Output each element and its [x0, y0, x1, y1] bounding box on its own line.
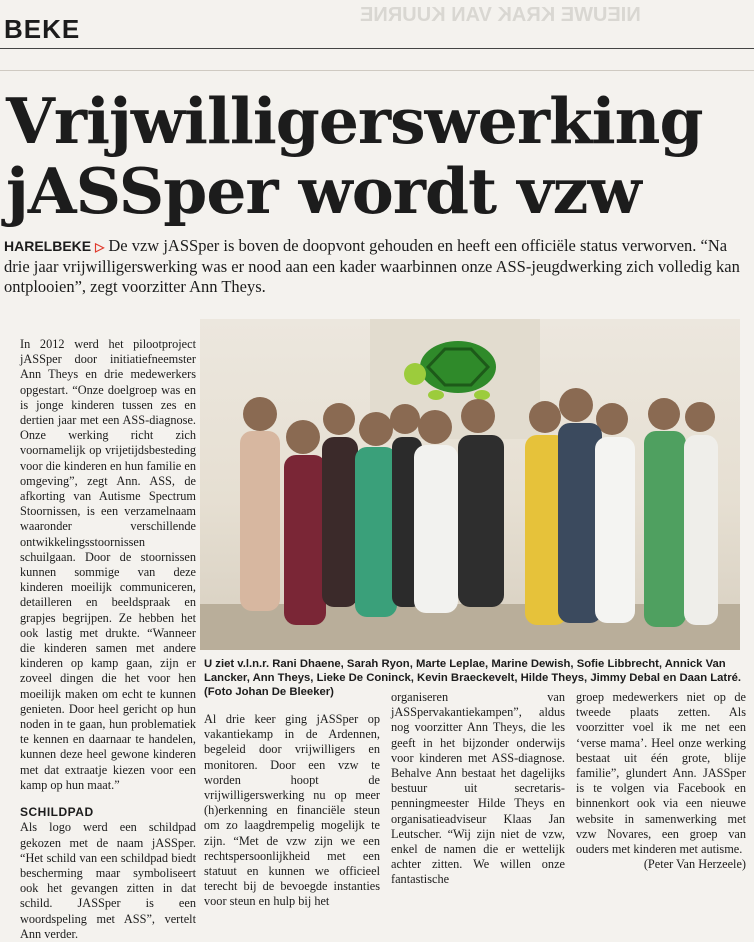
subheading: SCHILDPAD — [20, 805, 94, 820]
body-paragraph: In 2012 werd het pilootproject jASSper door initiatiefneemster Ann Theys en drie medewerkers opgestart. “Onze doelgroep was en is jonge kinderen tussen zes en dertien jaar met een ASS-diagnose. Onze werking richt zich voornamelijk op vrijetijdsbesteding voor die kinderen en hun familie en omgeving”, zegt Ann. ASS, de afkorting van Autisme Spectrum Stoornissen, is een verzamelnaam waaronder verschillende ontwikkelingsstoornissen schuilgaan. Door de stoornissen kunnen sommige van deze kinderen moeilijk communiceren, detailleren en beeldspraak en grapjes begrijpen. Ze hebben het ook lastig met drukte. “Wanneer die kinderen samen met andere kinderen op kamp gaan, zijn er zoveel dingen die het voor hen moeilijk maken om echt te kunnen genieten. Door heel gericht op hun noden in te gaan, hun problematiek te kennen en daarnaar te handelen, kunnen deze heel gewone kinderen met dat extraatje kiezen voor een kamp op hun maat.” — [20, 337, 196, 792]
headline-line-1: Vrijwilligerswerking — [6, 84, 703, 158]
group-people — [240, 388, 718, 627]
photo-caption: U ziet v.l.n.r. Rani Dhaene, Sarah Ryon, Marte Leplae, Marine Dewish, Sofie Libbrecht, Annick Van Lancker, Ann Theys, Lieke De Coninck, Kevin Braeckevelt, Hilde Theys, Jimmy Debal en Daan Latré. (Foto Johan De Bleeker) — [204, 658, 742, 698]
headline-line-2: jASSper wordt vzw — [6, 154, 641, 228]
body-paragraph: organiseren van jASSpervakantiekampen”, aldus nog voorzitter Ann Theys, die les geeft in het bijzonder onderwijs voor kinderen met ASS-diagnose. Behalve Ann bestaat het dagelijks bestuur uit secretaris-penningmeester Hilde Theys en organisatieadviseur Klaas Jan Leutscher. “Wij zijn niet de vzw, enkel de namen die er wettelijk achter zitten. We willen onze fantastische — [391, 690, 565, 887]
article-column-4 — [576, 690, 746, 872]
lead-text: De vzw jASSper is boven de doopvont gehouden en heeft een officiële status verworven. “Na drie jaar vrijwilligerswerking was er nood aan een kader waarbinnen onze ASS-jeugdwerking zich volledig kan ontplooien”, zegt voorzitter Ann Theys. — [4, 236, 740, 296]
divider — [0, 70, 754, 71]
group-photo — [200, 319, 740, 650]
article-column-1 — [20, 337, 196, 942]
headline — [6, 86, 751, 226]
article-column-2 — [204, 712, 380, 910]
body-paragraph: Als logo werd een schildpad gekozen met de naam jASSper. “Het schild van een schildpad biedt bescherming maar symboliseert ook het gevangen zitten in dat schild. JASSper is een woordspeling met ASS”, vertelt Ann verder. — [20, 820, 196, 941]
lead-paragraph — [4, 236, 744, 297]
body-paragraph: Al drie keer ging jASSper op vakantiekamp in de Ardennen, begeleid door vrijwilligers en monitoren. Door een vzw te worden hoopt de vrijwilligerswerking nu op meer (h)erkenning en financiële steun om zo laagdrempelig mogelijk te zijn. “Met de vzw zijn we een rechtspersoonlijkheid met een statuut en kunnen we officieel terecht bij de bevoegde instanties voor steun en hulp bij het — [204, 712, 380, 909]
section-label: BEKE — [4, 14, 81, 44]
article-column-3 — [391, 690, 565, 888]
dateline-marker-icon: ▷ — [95, 240, 105, 254]
bleed-through-text: NIEUWE KRAK VAN KUURNE — [360, 4, 641, 26]
author-signature: (Peter Van Herzeele) — [643, 857, 746, 872]
body-paragraph: groep medewerkers niet op de tweede plaats zetten. Als voorzitter voel ik me net een ‘verse mama’. Heel onze werking bestaat uit één grote, blije familie”, glundert Ann. JASSper is te volgen via Facebook en binnenkort ook via een nieuwe website in samenwerking met vzw Novares, een groep van ouders met kinderen met autisme. — [576, 690, 746, 857]
section-rule — [0, 48, 754, 49]
dateline: HARELBEKE — [4, 238, 92, 254]
